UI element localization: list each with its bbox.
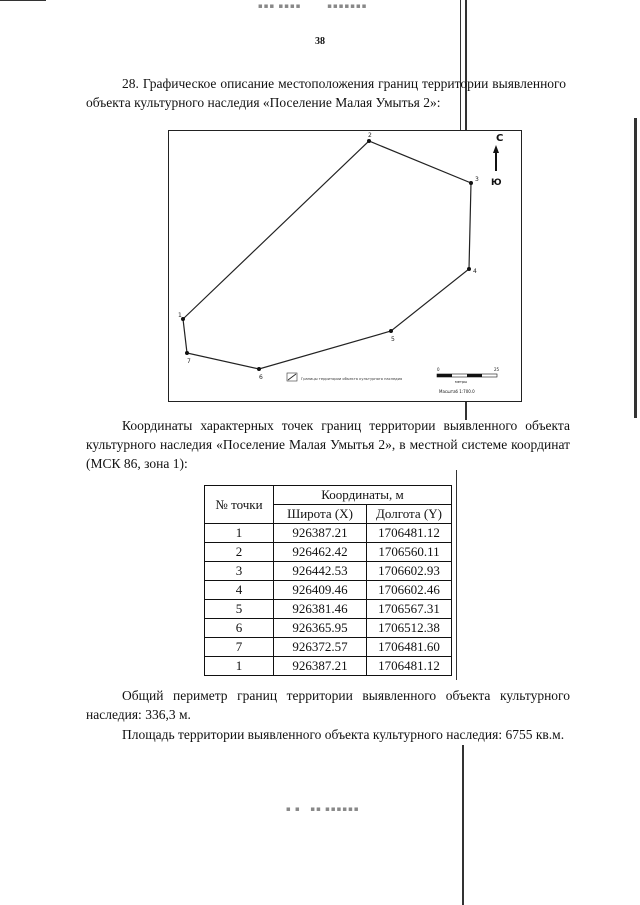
table-row xyxy=(205,657,452,676)
table-row xyxy=(205,619,452,638)
table-row xyxy=(205,524,452,543)
col-header-point: № точки xyxy=(205,486,274,524)
point-label-6: 6 xyxy=(259,374,263,381)
scan-smudge-bottom: ▪ ▪ ▪▪ ▪▪▪▪▪▪ xyxy=(286,805,360,813)
cell-y: 1706602.93 xyxy=(367,562,452,581)
table-row xyxy=(205,638,452,657)
perimeter-text: Общий периметр границ территории выявленного объекта культурного наследия: 336,3 м. xyxy=(86,688,570,722)
scan-right-edge-line xyxy=(634,118,637,418)
cell-y: 1706560.11 xyxy=(367,543,452,562)
boundary-polygon xyxy=(183,141,471,369)
scan-edge-line xyxy=(0,0,46,1)
cell-x: 926387.21 xyxy=(274,524,367,543)
map-legend xyxy=(287,373,402,381)
scale-text: Масштаб 1:700.0 xyxy=(439,389,475,394)
cell-y: 1706481.12 xyxy=(367,657,452,676)
point-label-1: 1 xyxy=(178,312,182,319)
cell-point: 6 xyxy=(205,619,274,638)
boundary-point-2 xyxy=(367,139,371,143)
point-label-7: 7 xyxy=(187,358,191,365)
cell-y: 1706512.38 xyxy=(367,619,452,638)
table-row xyxy=(205,600,452,619)
cell-point: 5 xyxy=(205,600,274,619)
coordinates-intro: Координаты характерных точек границ территории выявленного объекта культурного наследия «Поселение Малая Умытья 2», в местной системе координат (МСК 86, зона 1): xyxy=(86,418,570,471)
cell-x: 926381.46 xyxy=(274,600,367,619)
table-header-row xyxy=(205,486,452,505)
scale-bar xyxy=(437,367,500,394)
scan-vertical-line-3 xyxy=(456,470,457,680)
page-number: 38 xyxy=(315,36,325,47)
cell-x: 926372.57 xyxy=(274,638,367,657)
cell-x: 926409.46 xyxy=(274,581,367,600)
cell-point: 2 xyxy=(205,543,274,562)
cell-point: 1 xyxy=(205,524,274,543)
point-label-4: 4 xyxy=(473,268,477,275)
scan-smudge-top: ▪▪▪ ▪▪▪▪ ▪▪▪▪▪▪▪ xyxy=(258,2,368,10)
cell-point: 7 xyxy=(205,638,274,657)
boundary-point-5 xyxy=(389,329,393,333)
section-heading: 28. Графическое описание местоположения границ территории выявленного объекта культурного наследия «Поселение Малая Умытья 2»: xyxy=(86,76,566,110)
coordinates-table xyxy=(204,485,452,676)
north-arrow xyxy=(491,133,503,188)
cell-x: 926387.21 xyxy=(274,657,367,676)
point-label-3: 3 xyxy=(475,176,479,183)
boundary-point-7 xyxy=(185,351,189,355)
point-label-2: 2 xyxy=(368,132,372,139)
boundary-map-svg xyxy=(169,131,521,401)
table-row xyxy=(205,543,452,562)
cell-y: 1706602.46 xyxy=(367,581,452,600)
table-row xyxy=(205,581,452,600)
scale-start: 0 xyxy=(437,367,440,372)
boundary-point-4 xyxy=(467,267,471,271)
cell-y: 1706481.12 xyxy=(367,524,452,543)
south-label: Ю xyxy=(491,178,502,188)
point-label-5: 5 xyxy=(391,336,395,343)
boundary-point-3 xyxy=(469,181,473,185)
cell-y: 1706567.31 xyxy=(367,600,452,619)
area-text: Площадь территории выявленного объекта культурного наследия: 6755 кв.м. xyxy=(122,727,565,742)
boundary-point-6 xyxy=(257,367,261,371)
cell-x: 926462.42 xyxy=(274,543,367,562)
cell-x: 926365.95 xyxy=(274,619,367,638)
scale-end: 25 xyxy=(494,367,500,372)
table-row xyxy=(205,562,452,581)
col-header-x: Широта (X) xyxy=(274,505,367,524)
cell-point: 4 xyxy=(205,581,274,600)
cell-point: 3 xyxy=(205,562,274,581)
legend-text: Границы территории объекта культурного наследия xyxy=(301,377,403,381)
scan-vertical-line-4 xyxy=(462,745,464,905)
col-header-coords: Координаты, м xyxy=(274,486,452,505)
cell-y: 1706481.60 xyxy=(367,638,452,657)
north-label: С xyxy=(496,133,504,144)
col-header-y: Долгота (Y) xyxy=(367,505,452,524)
cell-point: 1 xyxy=(205,657,274,676)
scale-unit: метры xyxy=(455,380,468,384)
boundary-map xyxy=(168,130,522,402)
cell-x: 926442.53 xyxy=(274,562,367,581)
